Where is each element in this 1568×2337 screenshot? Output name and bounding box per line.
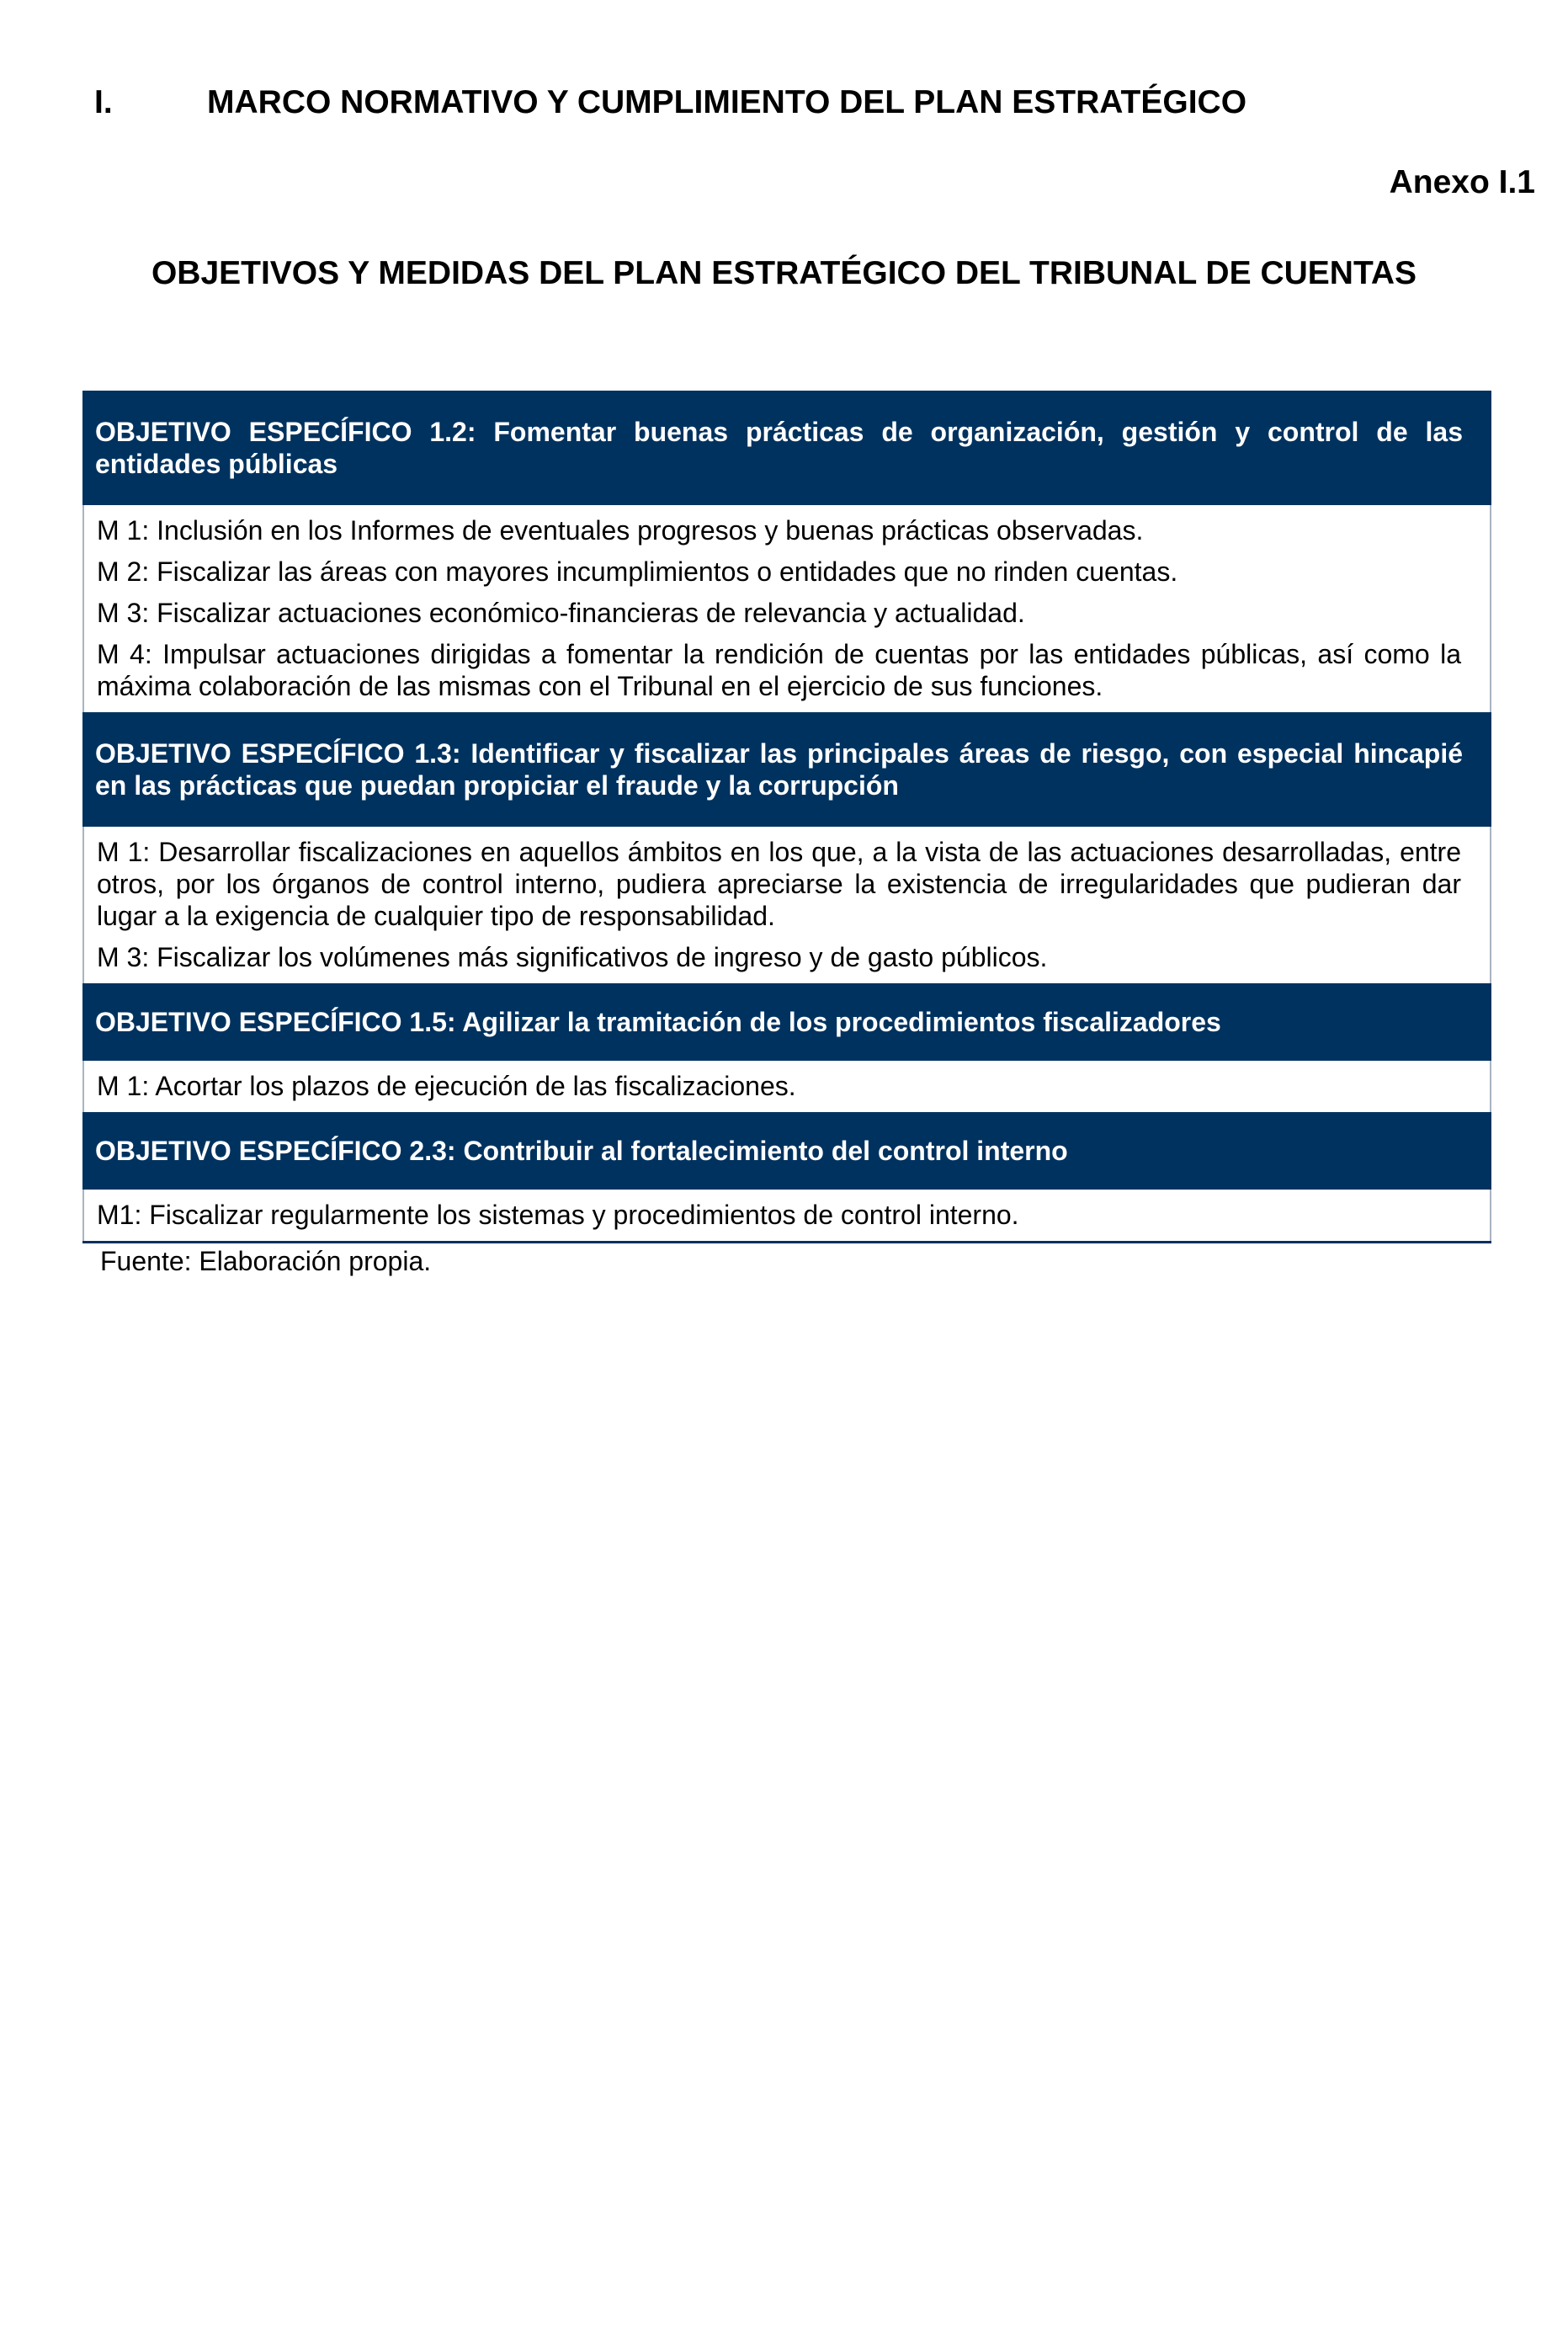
measure-item: M 4: Impulsar actuaciones dirigidas a fomentar la rendición de cuentas por las entidades públicas, así como la máxima colaboración de las mismas con el Tribunal en el ejercicio de sus funciones. xyxy=(97,639,1461,701)
measure-item: M 1: Inclusión en los Informes de eventuales progresos y buenas prácticas observadas. xyxy=(97,515,1144,546)
section-title: MARCO NORMATIVO Y CUMPLIMIENTO DEL PLAN ESTRATÉGICO xyxy=(207,84,1247,120)
measure-item: M 1: Acortar los plazos de ejecución de las fiscalizaciones. xyxy=(97,1071,796,1101)
measures-list-2-3 xyxy=(82,1190,1491,1241)
measures-list-1-5 xyxy=(82,1061,1491,1112)
section-number: I. xyxy=(94,84,113,120)
measure-item: M 1: Desarrollar fiscalizaciones en aquellos ámbitos en los que, a la vista de las actuaciones desarrolladas, entre otros, por los órganos de control interno, pudiera apreciarse la existencia de irregularidades que pudieran dar lugar a la exigencia de cualquier tipo de responsabilidad. xyxy=(97,837,1461,931)
measure-item: M1: Fiscalizar regularmente los sistemas y procedimientos de control interno. xyxy=(97,1200,1019,1230)
table-bottom-rule xyxy=(82,1241,1491,1243)
objective-header-text: OBJETIVO ESPECÍFICO 1.3: Identificar y fiscalizar las principales áreas de riesgo, con especial hincapié en las prácticas que puedan propiciar el fraude y la corrupción xyxy=(95,738,1463,801)
annex-label: Anexo I.1 xyxy=(1389,164,1535,200)
objective-header-2-3 xyxy=(82,1112,1491,1190)
measures-list-1-2 xyxy=(82,505,1491,712)
objective-header-text: OBJETIVO ESPECÍFICO 2.3: Contribuir al fortalecimiento del control interno xyxy=(95,1136,1068,1166)
objective-header-1-3 xyxy=(82,712,1491,827)
page-title: OBJETIVOS Y MEDIDAS DEL PLAN ESTRATÉGICO DEL TRIBUNAL DE CUENTAS xyxy=(151,255,1417,291)
source-note: Fuente: Elaboración propia. xyxy=(100,1246,432,1276)
objective-header-text: OBJETIVO ESPECÍFICO 1.5: Agilizar la tramitación de los procedimientos fiscalizadores xyxy=(95,1007,1221,1037)
objective-header-text: OBJETIVO ESPECÍFICO 1.2: Fomentar buenas prácticas de organización, gestión y control de las entidades públicas xyxy=(95,417,1463,479)
objectives-table xyxy=(82,391,1491,1277)
objective-header-1-5 xyxy=(82,983,1491,1061)
measure-item: M 2: Fiscalizar las áreas con mayores incumplimientos o entidades que no rinden cuentas. xyxy=(97,556,1178,587)
measures-list-1-3 xyxy=(82,827,1491,983)
section-heading xyxy=(94,84,1246,121)
measure-item: M 3: Fiscalizar los volúmenes más significativos de ingreso y de gasto públicos. xyxy=(97,942,1048,972)
objective-header-1-2 xyxy=(82,391,1491,505)
measure-item: M 3: Fiscalizar actuaciones económico-financieras de relevancia y actualidad. xyxy=(97,598,1025,628)
